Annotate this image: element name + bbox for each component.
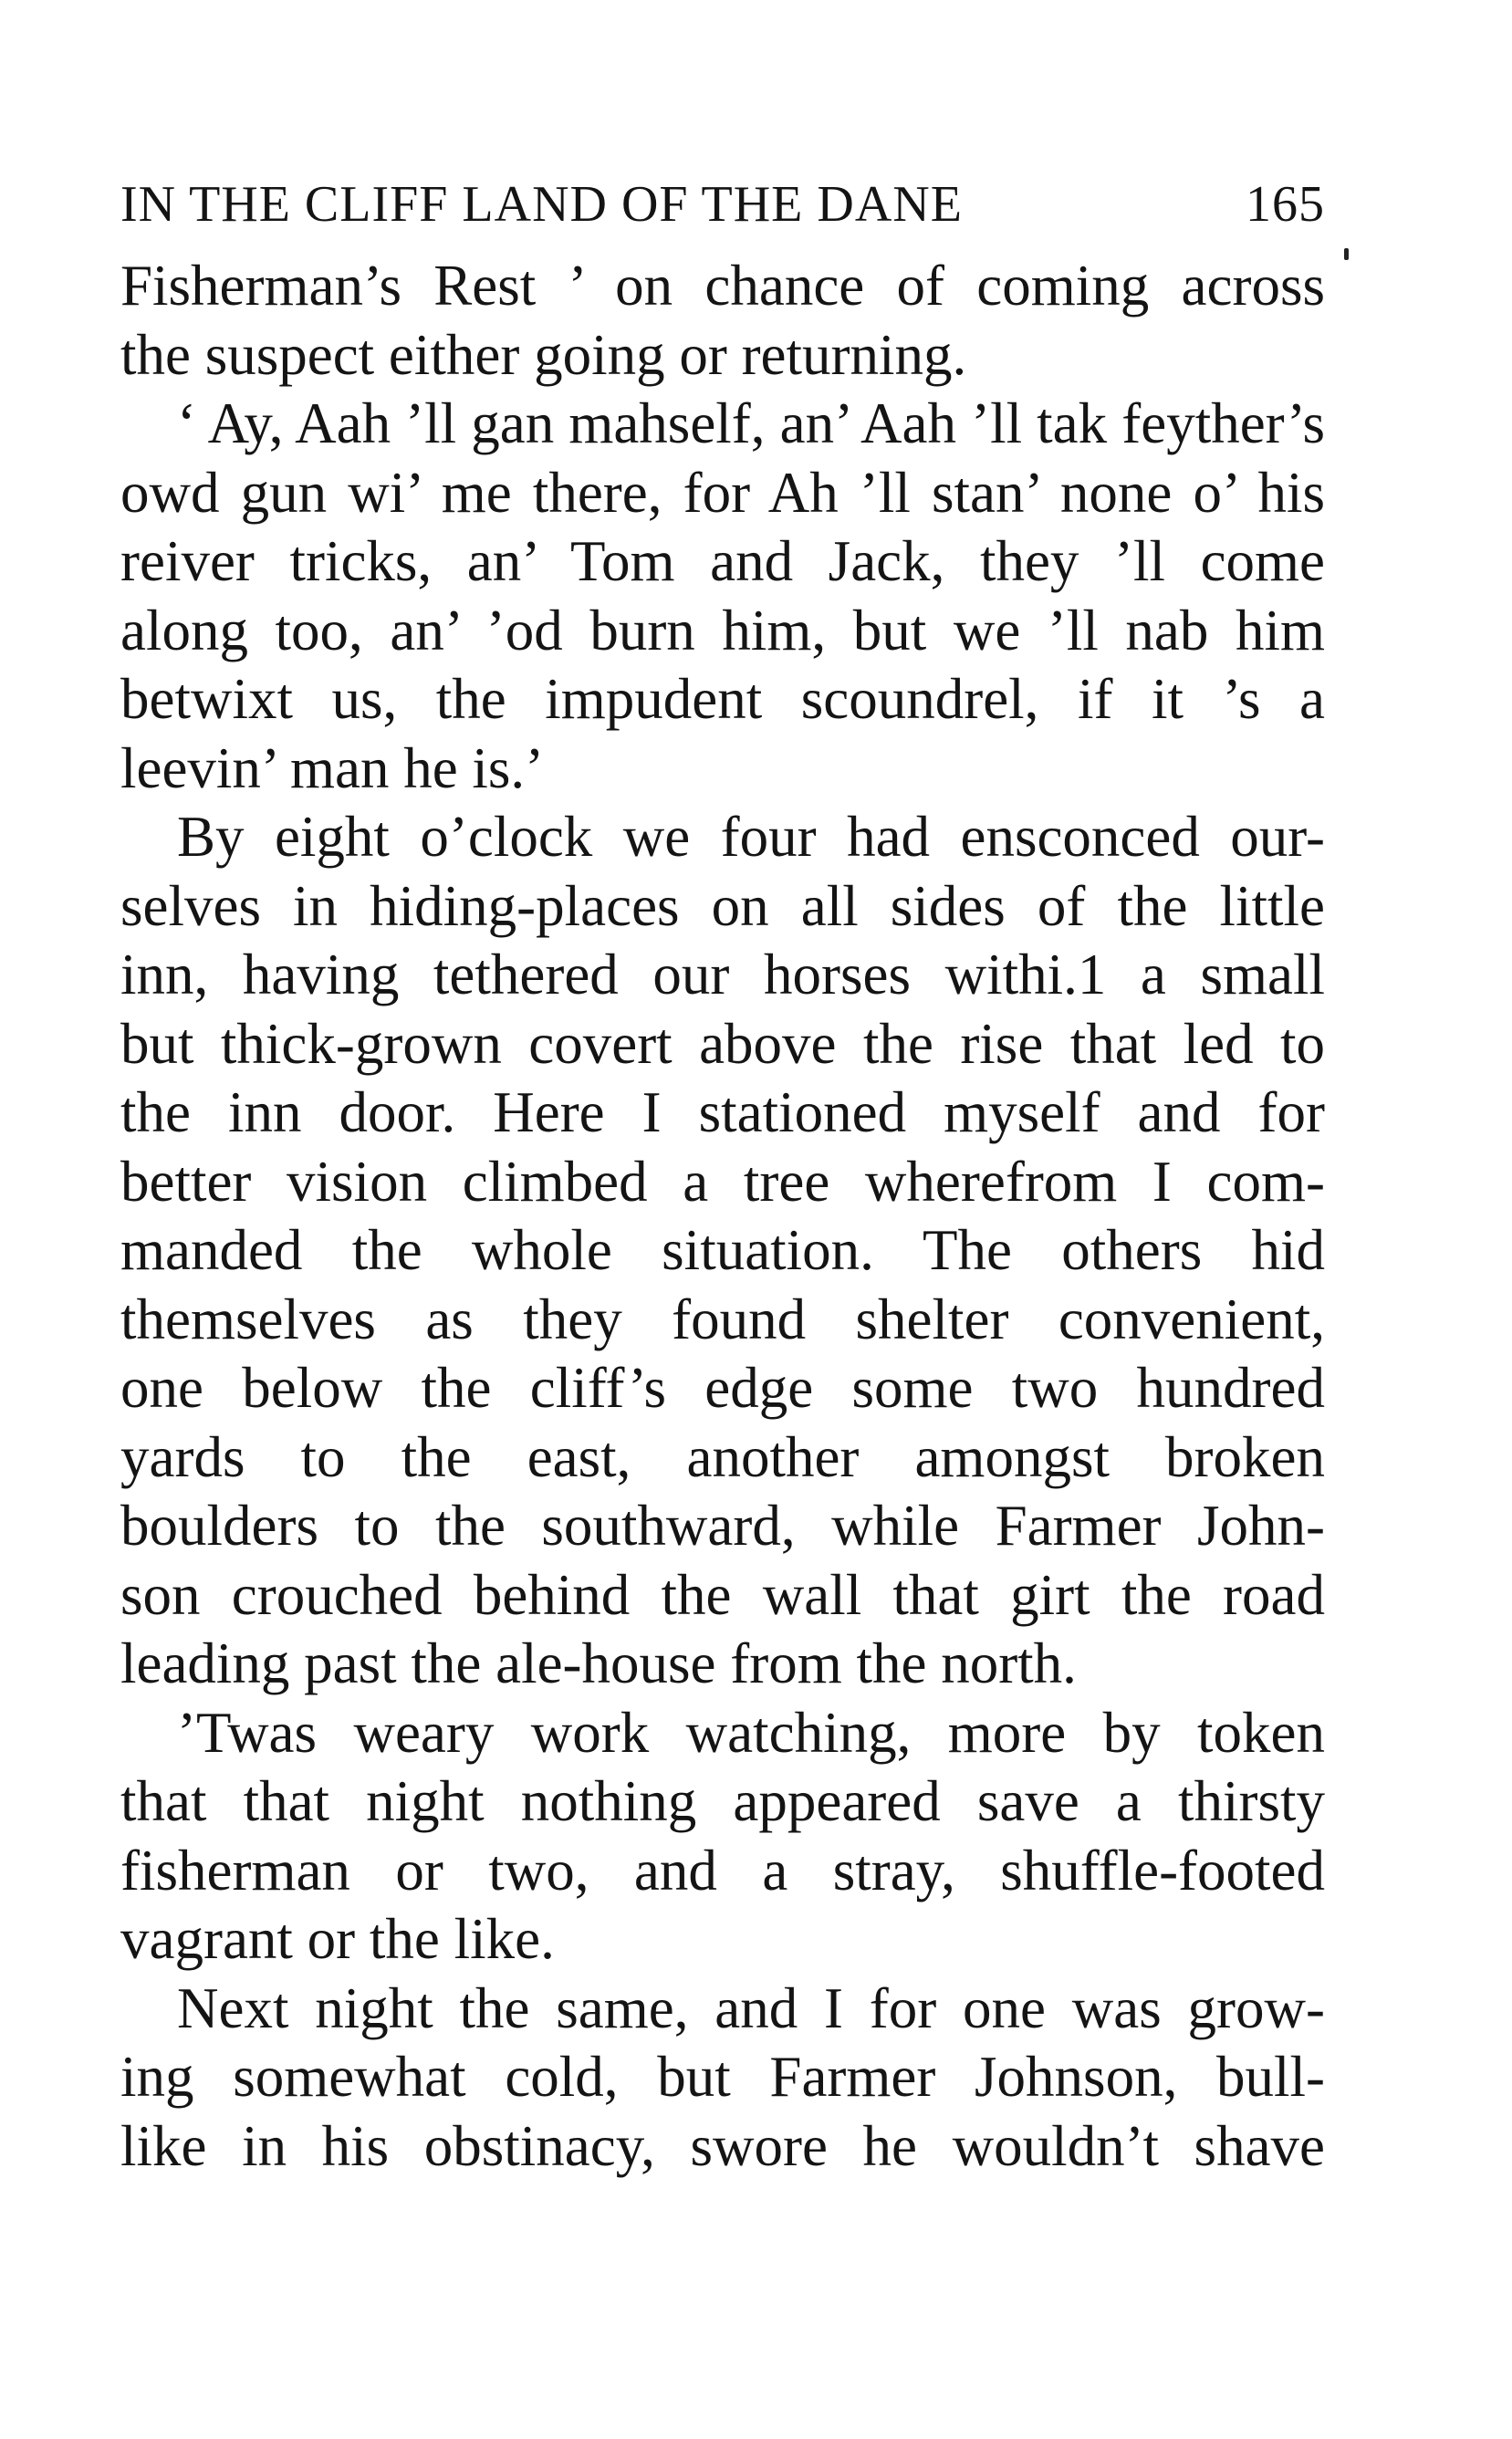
text-line: Next night the same, and I for one was grow-	[177, 1975, 1325, 2040]
text-line: along too, an’ ’od burn him, but we ’ll nab him	[120, 598, 1325, 662]
text-line: ‘ Ay, Aah ’ll gan mahself, an’ Aah ’ll tak feyther’s	[177, 391, 1325, 455]
text-line: vagrant or the like.	[120, 1907, 555, 1971]
page-number: 165	[1246, 176, 1325, 233]
paragraph	[120, 252, 1325, 390]
text-line: better vision climbed a tree wherefrom I com-	[120, 1149, 1325, 1214]
text-line: ing somewhat cold, but Farmer Johnson, bull-	[120, 2045, 1325, 2109]
text-line: By eight o’clock we four had ensconced our-	[177, 805, 1325, 869]
text-line: leading past the ale-house from the north.	[120, 1631, 1077, 1695]
body-text	[120, 252, 1325, 2181]
text-line: son crouched behind the wall that girt the road	[120, 1562, 1325, 1627]
text-line: inn, having tethered our horses withi.1 a small	[120, 943, 1325, 1006]
text-line: betwixt us, the impudent scoundrel, if it ’s a	[120, 667, 1325, 731]
text-line: selves in hiding-places on all sides of the little	[120, 873, 1325, 938]
paragraph	[120, 1975, 1325, 2182]
text-line: the inn door. Here I stationed myself and for	[120, 1080, 1325, 1144]
text-line: manded the whole situation. The others hid	[120, 1218, 1325, 1282]
text-line: boulders to the southward, while Farmer John-	[120, 1494, 1325, 1558]
book-page	[120, 162, 1325, 2181]
text-line: owd gun wi’ me there, for Ah ’ll stan’ none o’ his	[120, 460, 1325, 525]
text-line: leevin’ man he is.’	[120, 735, 545, 800]
text-line: fisherman or two, and a stray, shuffle-footed	[120, 1838, 1325, 1902]
text-line: themselves as they found shelter convenient,	[120, 1287, 1325, 1351]
text-line: but thick-grown covert above the rise that led to	[120, 1011, 1325, 1076]
text-line: ’Twas weary work watching, more by token	[177, 1700, 1325, 1765]
paragraph	[120, 390, 1325, 803]
text-line: one below the cliff’s edge some two hundred	[120, 1356, 1325, 1420]
running-head	[120, 162, 1325, 246]
running-head-title: IN THE CLIFF LAND OF THE DANE	[120, 176, 963, 233]
text-line: like in his obstinacy, swore he wouldn’t shave	[120, 2113, 1325, 2178]
text-line: reiver tricks, an’ Tom and Jack, they ’ll come	[120, 529, 1325, 593]
text-line: Fisherman’s Rest ’ on chance of coming across	[120, 254, 1325, 318]
text-line: yards to the east, another amongst broken	[120, 1424, 1325, 1489]
paragraph	[120, 1699, 1325, 1975]
paragraph	[120, 803, 1325, 1699]
print-speck	[1344, 248, 1349, 260]
text-line: that that night nothing appeared save a thirsty	[120, 1769, 1325, 1833]
text-line: the suspect either going or returning.	[120, 322, 967, 387]
